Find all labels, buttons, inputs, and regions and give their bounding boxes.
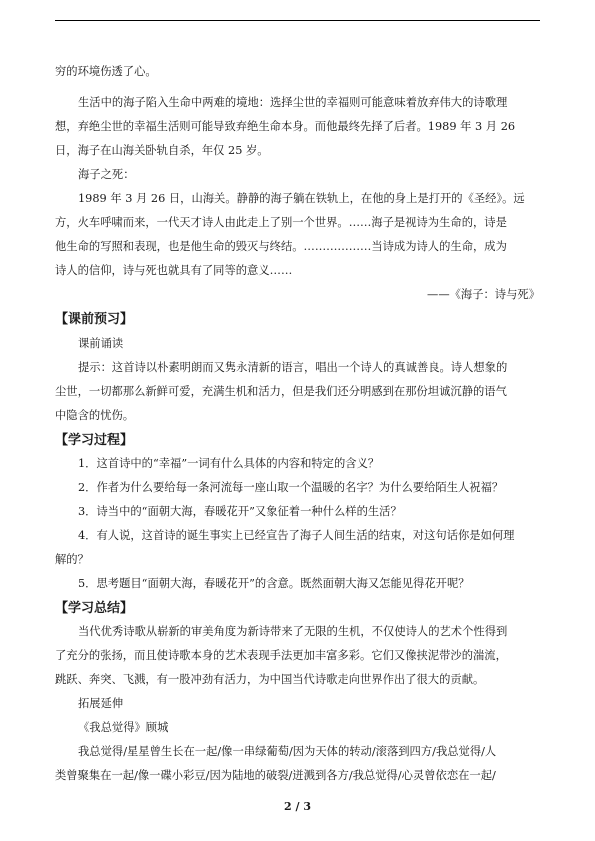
preview-subheading: 课前诵读 <box>78 337 124 350</box>
poem-line-2: 类曾聚集在一起/像一碟小彩豆/因为陆地的破裂/迸溅到各方/我总觉得/心灵曾依恋在一起/ <box>55 769 496 782</box>
summary-line-3: 跳跃、奔突、飞溅，有一股冲劲有活力，为中国当代诗歌走向世界作出了很大的贡献。 <box>55 673 485 686</box>
summary-line-2: 了充分的张扬，而且使诗歌本身的艺术表现手法更加丰富多彩。它们又像挟泥带沙的湍流， <box>55 649 507 662</box>
intro-line-8: 他生命的写照和表现，也是他生命的毁灭与终结。………………当诗成为诗人的生命，成为 <box>55 240 507 253</box>
summary-line-1: 当代优秀诗歌从崭新的审美角度为新诗带来了无限的生机，不仅使诗人的艺术个性得到 <box>78 625 508 638</box>
intro-line-5: 海子之死： <box>78 168 135 181</box>
intro-line-1: 穷的环境伤透了心。 <box>55 65 157 78</box>
extension-heading: 拓展延伸 <box>78 697 124 710</box>
intro-line-3: 想，弃绝尘世的幸福生活则可能导致弃绝生命本身。而他最终先择了后者。1989 年 3 月 26 <box>55 120 516 133</box>
section-heading-summary: 【学习总结】 <box>55 601 134 616</box>
intro-line-9: 诗人的信仰，诗与死也就具有了同等的意义…… <box>55 264 293 277</box>
question-4-line-2: 解的？ <box>55 553 89 566</box>
question-1: 1．这首诗中的“幸福”一词有什么具体的内容和特定的含义？ <box>78 457 380 470</box>
intro-line-6: 1989 年 3 月 26 日，山海关。静静的海子躺在铁轨上，在他的身上是打开的《圣经》。远 <box>78 192 525 205</box>
preview-line-3: 中隐含的忧伤。 <box>55 409 135 422</box>
question-3: 3．诗当中的“面朝大海，春暖花开”又象征着一种什么样的生活？ <box>78 505 402 518</box>
intro-line-2: 生活中的海子陷入生命中两难的境地：选择尘世的幸福则可能意味着放弃伟大的诗歌理 <box>78 96 508 109</box>
intro-line-7: 方，火车呼啸而来，一代天才诗人由此走上了别一个世界。……海子是视诗为生命的，诗是 <box>55 216 507 229</box>
question-4-line-1: 4．有人说，这首诗的诞生事实上已经宣告了海子人间生活的结束，对这句话你是如何理 <box>78 529 515 542</box>
section-heading-preview: 【课前预习】 <box>55 312 134 327</box>
section-heading-process: 【学习过程】 <box>55 433 134 448</box>
page-number: 2 / 3 <box>284 800 311 813</box>
preview-line-2: 尘世，一切都那么新鲜可爱，充满生机和活力，但是我们还分明感到在那份坦诚沉静的语气 <box>55 385 507 398</box>
header-rule <box>55 20 540 21</box>
intro-source: ——《海子：诗与死》 <box>427 288 540 301</box>
poem-line-1: 我总觉得/星星曾生长在一起/像一串绿葡萄/因为天体的转动/滚落到四方/我总觉得/人 <box>78 745 497 758</box>
preview-line-1: 提示：这首诗以朴素明朗而又隽永清新的语言，唱出一个诗人的真诚善良。诗人想象的 <box>78 361 508 374</box>
intro-line-4: 日，海子在山海关卧轨自杀，年仅 25 岁。 <box>55 144 269 157</box>
poem-title: 《我总觉得》顾城 <box>78 721 169 734</box>
question-5: 5．思考题目“面朝大海，春暖花开”的含意。既然面朝大海又怎能见得花开呢？ <box>78 577 470 590</box>
question-2: 2．作者为什么要给每一条河流每一座山取一个温暖的名字？为什么要给陌生人祝福？ <box>78 481 504 494</box>
